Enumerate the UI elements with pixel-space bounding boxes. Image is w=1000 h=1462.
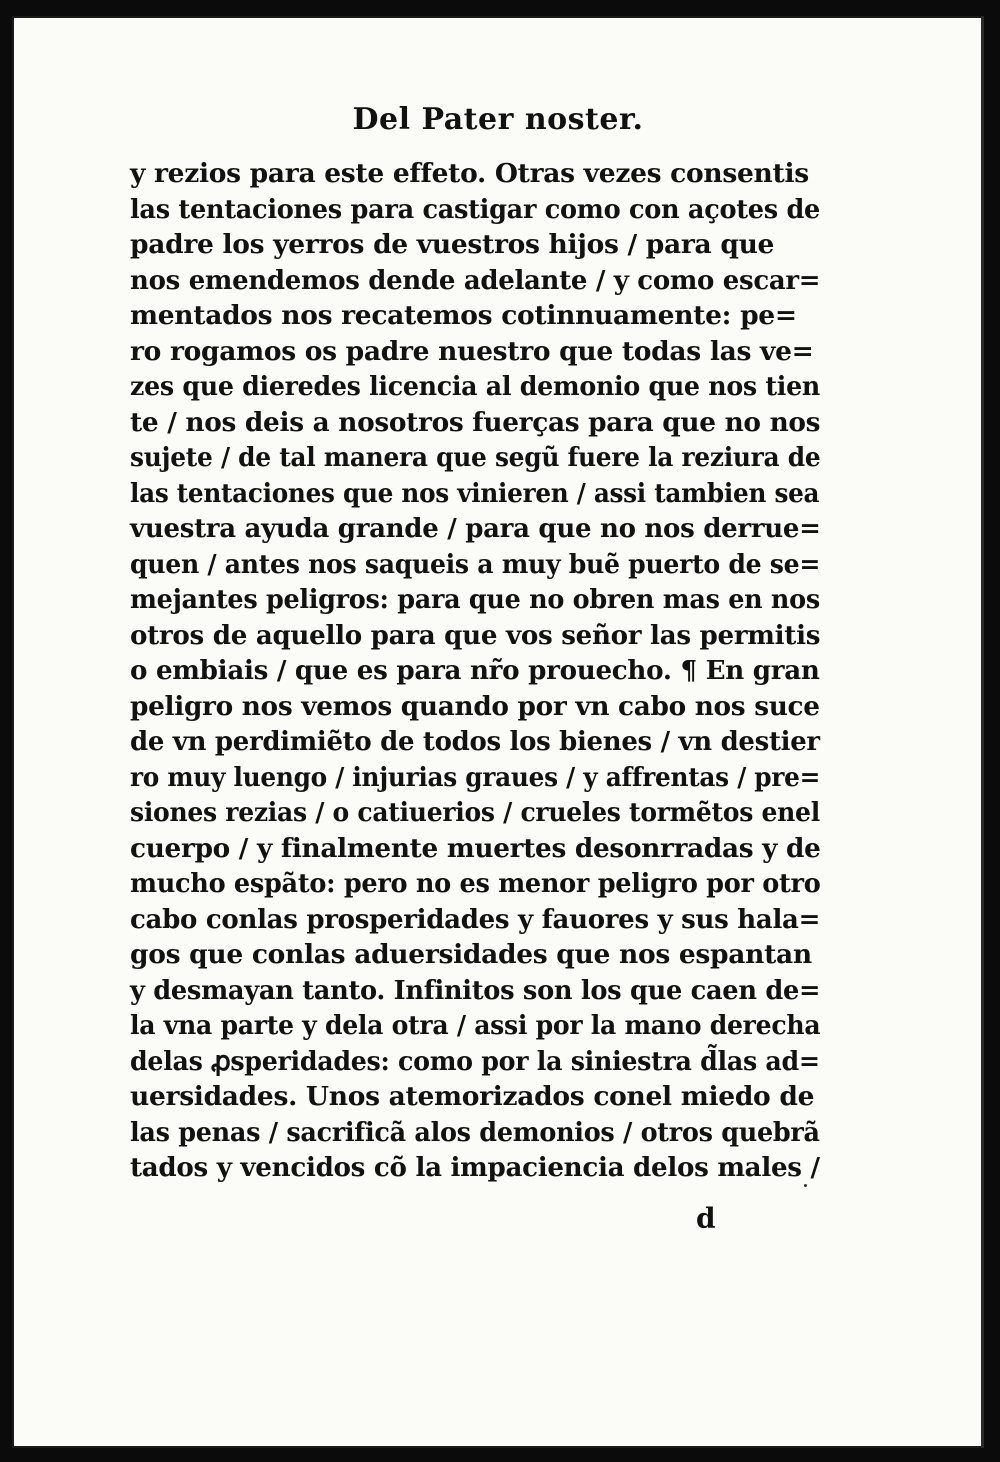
text-line: delas ꝓsperidades: como por la siniestra d̃las ad= <box>130 1045 820 1077</box>
text-line: las penas / sacrificã alos demonios / otros quebrã <box>130 1116 820 1148</box>
text-line: o embiais / que es para nr̃o prouecho. ¶ En gran <box>130 655 820 686</box>
text-line: siones rezias / o catiuerios / crueles tormẽtos enel <box>130 797 820 828</box>
text-line: mejantes peligros: para que no obren mas en nos <box>130 584 820 615</box>
text-line: la vna parte y dela otra / assi por la mano derecha <box>130 1010 821 1041</box>
text-line: quen / antes nos saqueis a muy buẽ puerto de se= <box>130 548 821 580</box>
page-edge <box>981 16 984 1448</box>
text-line: te / nos deis a nosotros fuerças para que no nos <box>130 406 821 438</box>
text-line: otros de aquello para que vos señor las permitis <box>130 619 821 651</box>
text-line: sujete / de tal manera que segũ fuere la reziura de <box>130 442 821 473</box>
text-line: vuestra ayuda grande / para que no nos derrue= <box>130 513 821 544</box>
text-line: las tentaciones que nos vinieren / assi tambien sea <box>130 477 820 509</box>
text-line: uersidades. Unos atemorizados conel miedo de <box>130 1081 815 1112</box>
text-line: zes que dieredes licencia al demonio que nos tien <box>130 371 820 402</box>
text-line: gos que conlas aduersidades que nos espantan <box>130 939 812 970</box>
text-line: y desmayan tanto. Infinitos son los que caen de= <box>130 974 821 1006</box>
text-line: padre los yerros de vuestros hijos / para que <box>130 229 775 260</box>
text-line: y rezios para este effeto. Otras vezes consentis <box>130 158 809 189</box>
text-line: mentados nos recatemos cotinnuamente: pe= <box>130 300 797 331</box>
text-line: nos emendemos dende adelante / y como escar= <box>130 264 821 296</box>
text-line: peligro nos vemos quando por vn cabo nos suce <box>130 690 820 722</box>
text-line: tados y vencidos cõ la impaciencia delos males / <box>130 1152 820 1183</box>
body-text <box>130 156 820 1186</box>
text-line: cabo conlas prosperidades y fauores y sus hala= <box>130 903 821 935</box>
text-line: ro rogamos os padre nuestro que todas las ve= <box>130 335 814 367</box>
text-line: las tentaciones para castigar como con açotes de <box>130 193 821 225</box>
catchword: d <box>696 1202 716 1235</box>
text-line: cuerpo / y finalmente muertes desonrradas y de <box>130 832 821 864</box>
printed-page <box>12 16 984 1448</box>
text-line: mucho espãto: pero no es menor peligro por otro <box>130 868 821 899</box>
text-line: de vn perdimiẽto de todos los bienes / vn destier <box>130 726 820 757</box>
ink-speck <box>804 1184 807 1187</box>
text-line: ro muy luengo / injurias graues / y affrentas / pre= <box>130 761 821 793</box>
running-head: Del Pater noster. <box>352 102 644 137</box>
